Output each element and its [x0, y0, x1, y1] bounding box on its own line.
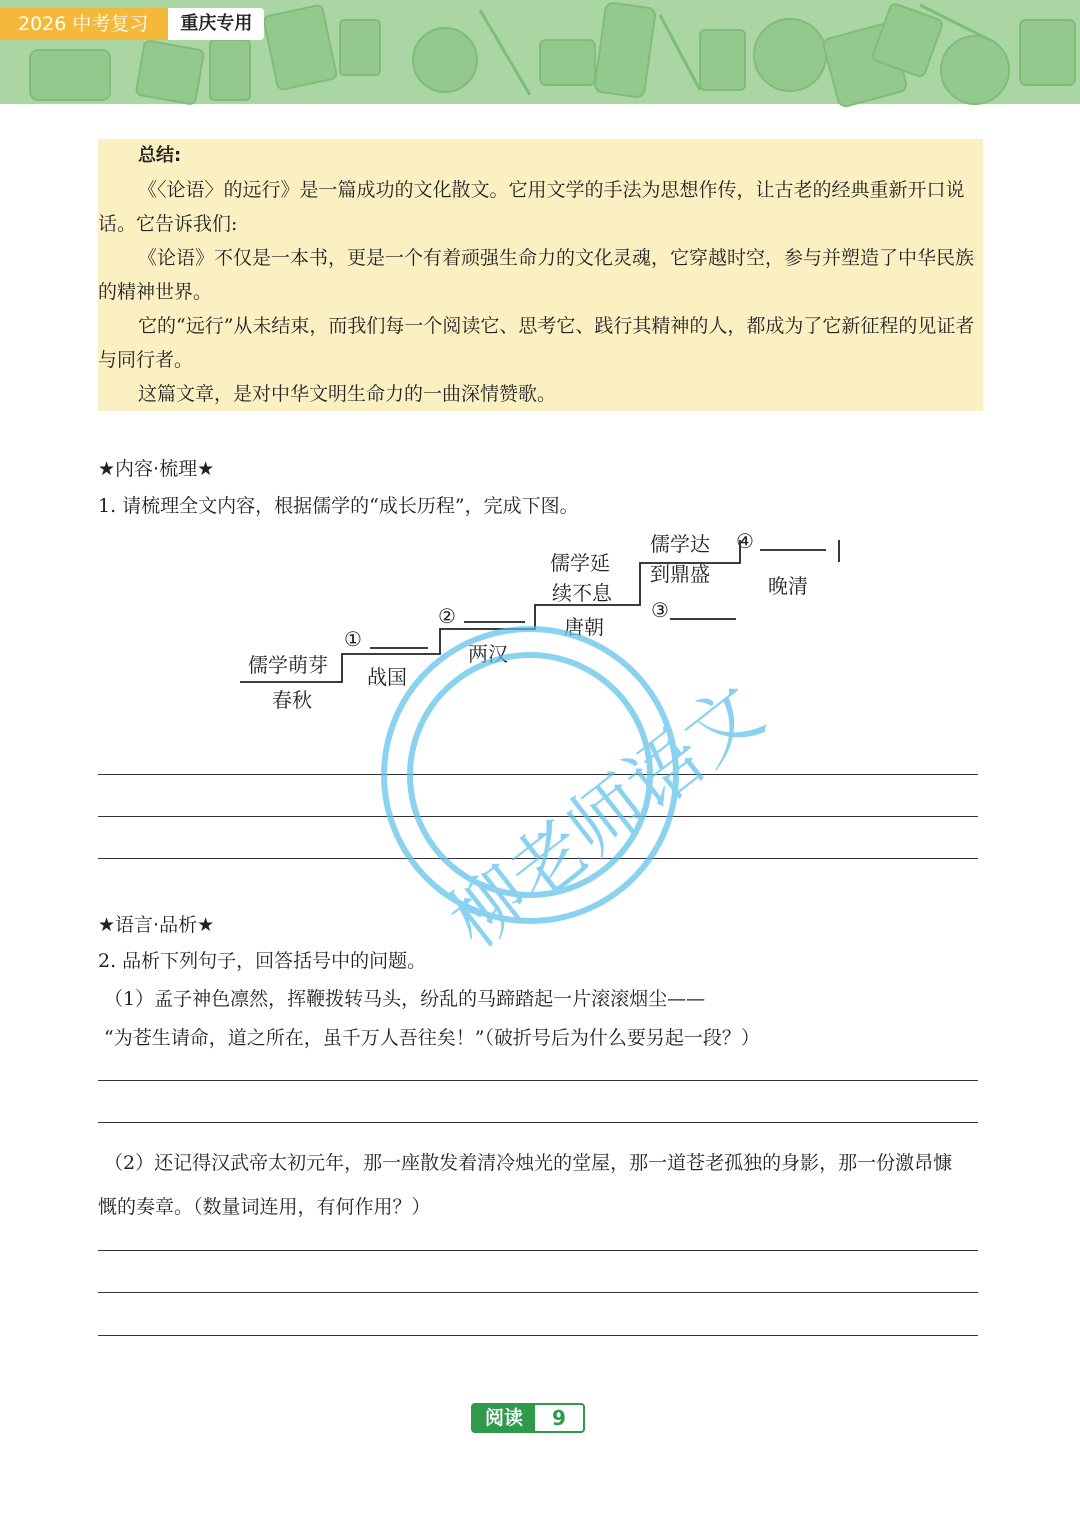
- summary-box: [98, 139, 983, 411]
- answer-line[interactable]: [98, 1250, 978, 1251]
- page-label: 阅读: [473, 1405, 535, 1431]
- question-2-2-line1: （2）还记得汉武帝太初元年，那一座散发着清冷烛光的堂屋，那一道苍老孤独的身影，那一份激昂慷: [104, 1152, 953, 1174]
- era-4-label: 唐朝: [564, 615, 604, 639]
- summary-paragraph-2: 《论语》不仅是一本书，更是一个有着顽强生命力的文化灵魂，它穿越时空，参与并塑造了中华民族的精神世界。: [98, 247, 975, 303]
- summary-title: 总结:: [138, 145, 182, 166]
- page-badge: [471, 1403, 585, 1433]
- blank-3-marker: ③: [651, 598, 669, 622]
- question-1: 1. 请梳理全文内容，根据儒学的“成长历程”，完成下图。: [98, 495, 579, 517]
- blank-2-marker: ②: [438, 604, 456, 628]
- stage-4-label-line1: 儒学延: [550, 551, 610, 575]
- stage-1-label: 儒学萌芽: [248, 653, 328, 677]
- answer-line[interactable]: [98, 1122, 978, 1123]
- answer-line[interactable]: [98, 1080, 978, 1081]
- era-3-label: 两汉: [468, 642, 508, 666]
- summary-paragraph-4: 这篇文章，是对中华文明生命力的一曲深情赞歌。: [138, 383, 557, 405]
- stage-5-label-line2: 到鼎盛: [650, 562, 710, 586]
- question-2: 2. 品析下列句子，回答括号中的问题。: [98, 950, 427, 972]
- answer-line[interactable]: [98, 1292, 978, 1293]
- section-title-language: ★语言·品析★: [98, 914, 215, 936]
- era-2-label: 战国: [367, 665, 407, 689]
- watermark-text: 柳老师语文: [434, 668, 780, 965]
- question-2-1-line2: “为苍生请命，道之所在，虽千万人吾往矣！”（破折号后为什么要另起一段？）: [104, 1027, 760, 1049]
- blank-1-marker: ①: [344, 627, 362, 651]
- header-banner: [0, 0, 1080, 104]
- question-2-2-line2: 慨的奏章。（数量词连用，有何作用？）: [98, 1196, 431, 1218]
- stage-5-label-line1: 儒学达: [650, 532, 710, 556]
- tag-year: 2026 中考复习: [0, 8, 168, 40]
- section-title-content: ★内容·梳理★: [98, 458, 215, 480]
- blank-4-marker: ④: [736, 529, 754, 553]
- question-2-1-line1: （1）孟子神色凛然，挥鞭拨转马头，纷乱的马蹄踏起一片滚滚烟尘——: [104, 988, 706, 1010]
- stage-4-label-line2: 续不息: [552, 581, 612, 605]
- answer-line[interactable]: [98, 1335, 978, 1336]
- era-1-label: 春秋: [272, 688, 312, 712]
- summary-paragraph-1: 《〈论语〉的远行》是一篇成功的文化散文。它用文学的手法为思想作传，让古老的经典重新开口说话。它告诉我们:: [98, 179, 965, 235]
- header-tag: [0, 8, 264, 40]
- tag-region: 重庆专用: [168, 8, 264, 40]
- summary-paragraph-3: 它的“远行”从未结束，而我们每一个阅读它、思考它、践行其精神的人，都成为了它新征程的见证者与同行者。: [98, 315, 975, 371]
- era-6-label: 晚清: [768, 574, 808, 598]
- page-number: 9: [552, 1406, 566, 1430]
- watermark-stamp: [370, 615, 780, 965]
